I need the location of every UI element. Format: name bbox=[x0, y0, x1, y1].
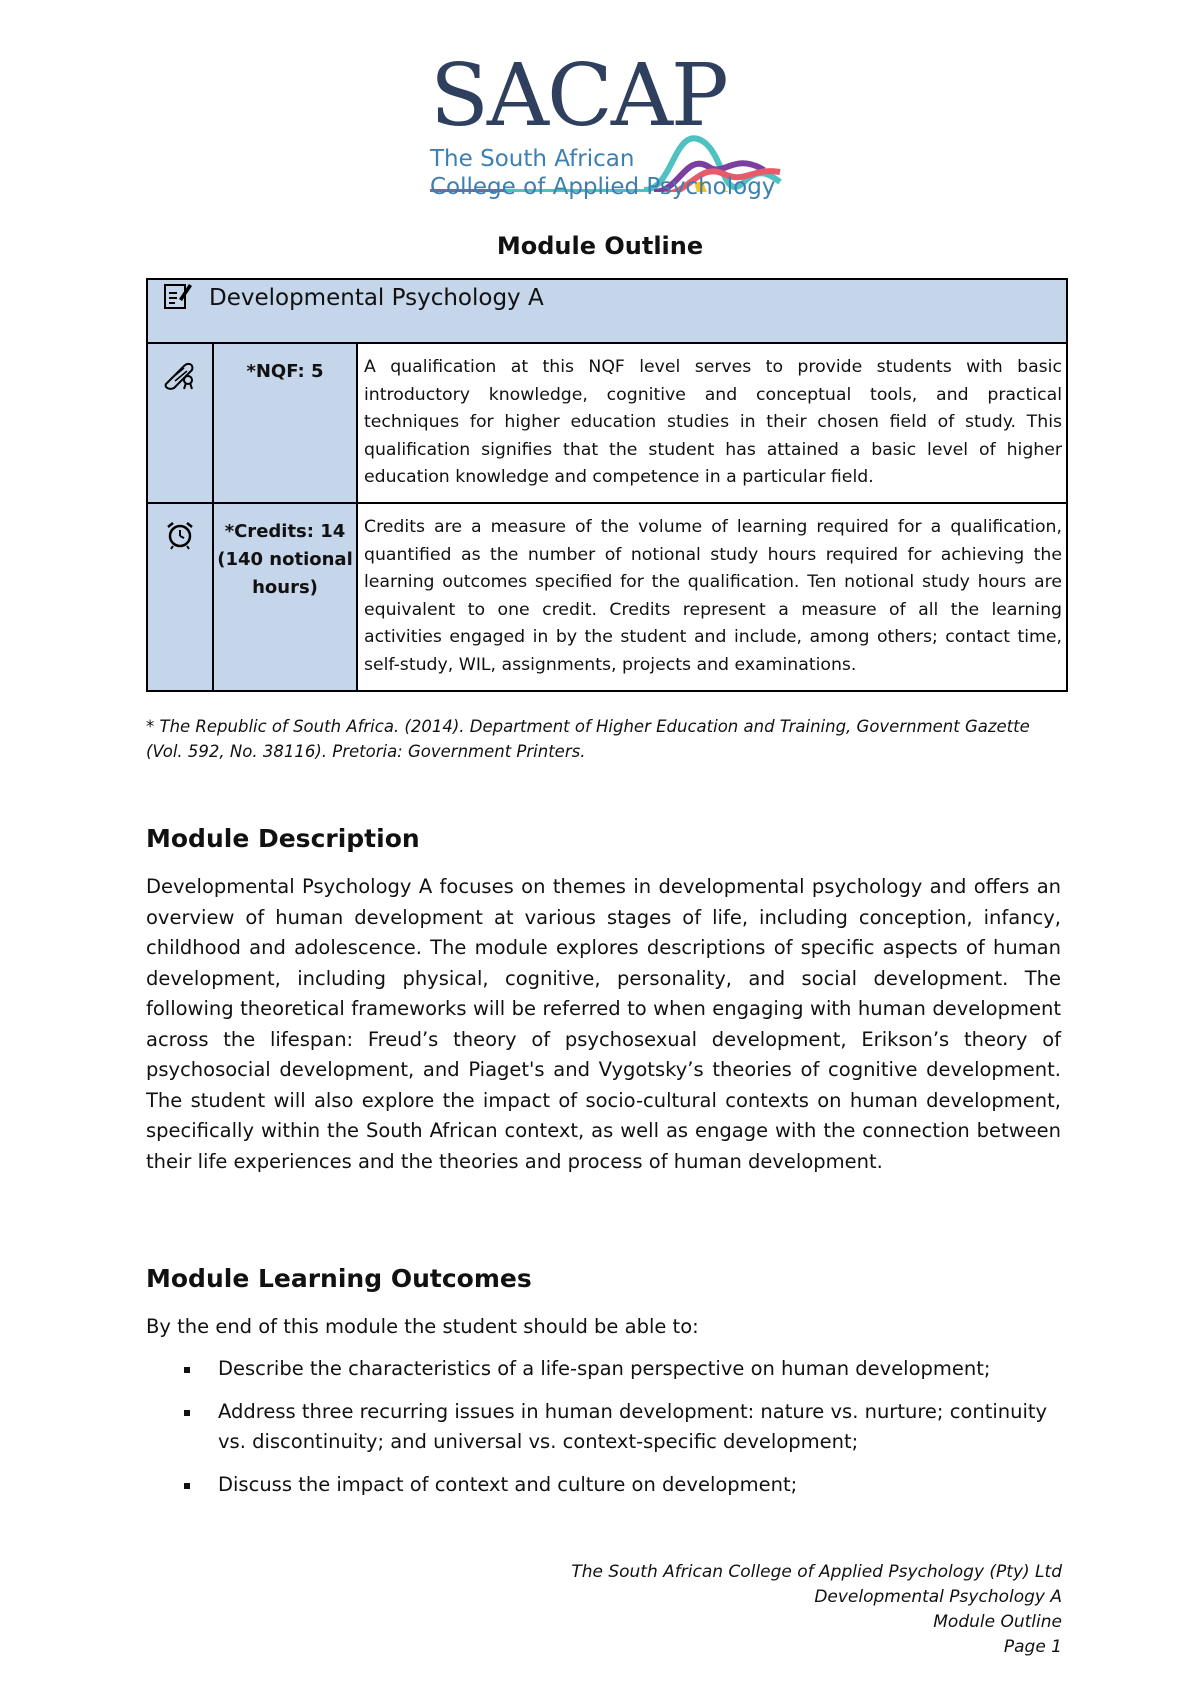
notional-hours-label: (140 notional hours) bbox=[217, 549, 353, 598]
credits-row bbox=[147, 503, 1067, 691]
edit-note-icon bbox=[163, 281, 193, 315]
footer-company: The South African College of Applied Psychology (Pty) Ltd bbox=[571, 1562, 1062, 1582]
sacap-logo bbox=[424, 46, 784, 212]
learning-outcomes-list bbox=[146, 1354, 1061, 1512]
page-title: Module Outline bbox=[496, 232, 704, 260]
page-footer bbox=[571, 1560, 1062, 1660]
credits-label: *Credits: 14 bbox=[224, 521, 346, 542]
logo-wordmark: SACAP bbox=[430, 46, 727, 146]
module-header-row bbox=[147, 279, 1067, 343]
footer-module: Developmental Psychology A bbox=[814, 1587, 1062, 1607]
alarm-clock-icon bbox=[165, 535, 195, 554]
learning-outcomes-intro: By the end of this module the student should be able to: bbox=[146, 1315, 699, 1338]
logo-line-2: College of Applied Psychology bbox=[430, 174, 776, 200]
nqf-label: *NQF: 5 bbox=[246, 361, 324, 382]
footer-doc-type: Module Outline bbox=[933, 1612, 1062, 1632]
list-item: Address three recurring issues in human development: nature vs. nurture; continuity vs. discontinuity; and universal vs. context-specific development; bbox=[146, 1397, 1061, 1458]
module-description-text: Developmental Psychology A focuses on themes in developmental psychology and offers an overview of human development at various stages of life, including conception, infancy, childhood and adolescence. The module explores descriptions of specific aspects of human development, including physical, cognitive, personality, and social development. The following theoretical frameworks will be referred to when engaging with human development across the lifespan: Freud’s theory of psychosexual development, Erikson’s theory of psychosocial development, and Piaget's and Vygotsky’s theories of cognitive development. The student will also explore the impact of socio-cultural contexts on human development, specifically within the South African context, as well as engage with the connection between their life experiences and the theories and process of human development. bbox=[146, 875, 1061, 1173]
footnote: * The Republic of South Africa. (2014). Department of Higher Education and Training, Government Gazette (Vol. 592, No. 38116). Pretoria: Government Printers. bbox=[146, 717, 1030, 761]
module-title: Developmental Psychology A bbox=[209, 285, 544, 311]
list-item: Describe the characteristics of a life-span perspective on human development; bbox=[146, 1354, 1061, 1385]
list-item: Discuss the impact of context and culture on development; bbox=[146, 1470, 1061, 1501]
credits-description: Credits are a measure of the volume of learning required for a qualification, quantified as the number of notional study hours required for achieving the learning outcomes specified for the qualification. Ten notional study hours are equivalent to one credit. Credits represent a measure of all the learning activities engaged in by the student and include, among others; contact time, self-study, WIL, assignments, projects and examinations. bbox=[357, 503, 1067, 691]
footer-page-number: Page 1 bbox=[1003, 1637, 1062, 1657]
nqf-row bbox=[147, 343, 1067, 503]
module-info-table bbox=[146, 278, 1068, 692]
logo-line-1: The South African bbox=[430, 146, 635, 172]
diploma-scroll-icon bbox=[162, 375, 198, 394]
nqf-description: A qualification at this NQF level serves to provide students with basic introductory knowledge, cognitive and conceptual tools, and practical techniques for higher education studies in their chosen field of study. This qualification signifies that the student has attained a basic level of higher education knowledge and competence in a particular field. bbox=[357, 343, 1067, 503]
learning-outcomes-heading: Module Learning Outcomes bbox=[146, 1264, 532, 1293]
module-description-heading: Module Description bbox=[146, 824, 420, 853]
